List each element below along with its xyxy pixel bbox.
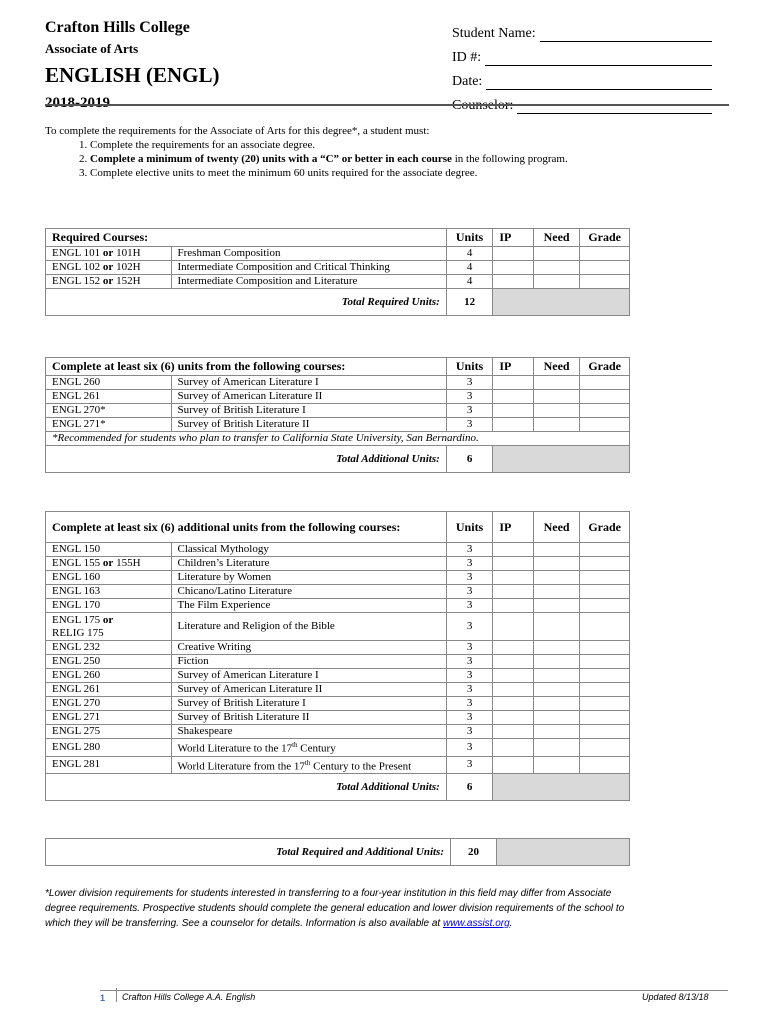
- table-row: [46, 543, 630, 557]
- table-row: [46, 275, 630, 289]
- transfer-note: *Recommended for students who plan to transfer to California State University, San Bernardino.: [46, 432, 630, 446]
- course-units: 3: [446, 711, 493, 725]
- course-units: 3: [446, 557, 493, 571]
- total-required-value: 12: [446, 289, 493, 316]
- course-code: ENGL 160: [46, 571, 172, 585]
- need-cell[interactable]: [533, 247, 580, 261]
- need-col-header: Need: [533, 358, 580, 376]
- course-code: ENGL 150: [46, 543, 172, 557]
- date-label: Date:: [452, 74, 483, 89]
- table-row: [46, 261, 630, 275]
- footer-updated: Updated 8/13/18: [642, 992, 709, 1002]
- course-units: 3: [446, 641, 493, 655]
- ip-cell[interactable]: [493, 683, 533, 697]
- table-row: [46, 376, 630, 390]
- grade-cell[interactable]: [580, 275, 630, 289]
- total-additional-value: 6: [446, 446, 493, 473]
- table-row: [46, 599, 630, 613]
- grade-col-header: Grade: [580, 358, 630, 376]
- ip-cell[interactable]: [493, 543, 533, 557]
- table-row: [46, 585, 630, 599]
- grade-cell[interactable]: [580, 613, 630, 641]
- course-title: Survey of British Literature II: [171, 418, 446, 432]
- course-units: 3: [446, 739, 493, 757]
- course-units: 3: [446, 585, 493, 599]
- course-title: Shakespeare: [171, 725, 446, 739]
- course-title: Survey of American Literature II: [171, 390, 446, 404]
- additional-courses-table-2: [45, 511, 630, 801]
- transfer-footnote: [45, 886, 635, 931]
- ip-cell[interactable]: [493, 725, 533, 739]
- course-code: ENGL 232: [46, 641, 172, 655]
- ip-cell[interactable]: [493, 739, 533, 757]
- course-code: ENGL 102 or 102H: [46, 261, 172, 275]
- need-cell[interactable]: [533, 599, 580, 613]
- grade-cell[interactable]: [580, 404, 630, 418]
- course-units: 3: [446, 655, 493, 669]
- grade-cell[interactable]: [580, 418, 630, 432]
- grade-cell[interactable]: [580, 683, 630, 697]
- need-cell[interactable]: [533, 418, 580, 432]
- student-name-blank[interactable]: [540, 28, 712, 42]
- total-additional2-value: 6: [446, 774, 493, 801]
- header-left: [45, 18, 425, 113]
- course-title: Intermediate Composition and Literature: [171, 275, 446, 289]
- grade-cell[interactable]: [580, 655, 630, 669]
- course-code: ENGL 261: [46, 390, 172, 404]
- need-cell[interactable]: [533, 739, 580, 757]
- total-row: [46, 289, 630, 316]
- need-cell[interactable]: [533, 756, 580, 774]
- ip-cell[interactable]: [493, 585, 533, 599]
- ip-cell[interactable]: [493, 261, 533, 275]
- course-title: World Literature to the 17th Century: [171, 739, 446, 757]
- ip-cell[interactable]: [493, 641, 533, 655]
- course-units: 3: [446, 376, 493, 390]
- footnote-end: .: [509, 918, 513, 929]
- course-units: 3: [446, 683, 493, 697]
- course-title: Survey of British Literature I: [171, 404, 446, 418]
- course-units: 3: [446, 599, 493, 613]
- additional-heading: Complete at least six (6) units from the following courses:: [46, 358, 447, 376]
- counselor-blank[interactable]: [517, 100, 712, 114]
- grade-cell[interactable]: [580, 543, 630, 557]
- date-blank[interactable]: [486, 76, 712, 90]
- course-title: Literature and Religion of the Bible: [171, 613, 446, 641]
- course-title: Survey of British Literature II: [171, 711, 446, 725]
- grand-total-value: 20: [451, 839, 497, 866]
- need-cell[interactable]: [533, 585, 580, 599]
- course-code: ENGL 155 or 155H: [46, 557, 172, 571]
- assist-link[interactable]: www.assist.org: [442, 918, 510, 929]
- ip-cell[interactable]: [493, 613, 533, 641]
- need-cell[interactable]: [533, 275, 580, 289]
- need-cell[interactable]: [533, 390, 580, 404]
- need-cell[interactable]: [533, 711, 580, 725]
- ip-cell[interactable]: [493, 669, 533, 683]
- id-label: ID #:: [452, 50, 482, 65]
- total-additional-label: Total Additional Units:: [46, 446, 447, 473]
- table-row: [46, 557, 630, 571]
- course-code: ENGL 163: [46, 585, 172, 599]
- shaded-cell: [493, 289, 630, 316]
- need-cell[interactable]: [533, 655, 580, 669]
- need-cell[interactable]: [533, 697, 580, 711]
- student-info-fields: [452, 18, 712, 114]
- header-divider: [45, 104, 729, 106]
- student-name-label: Student Name:: [452, 26, 536, 41]
- id-field[interactable]: [452, 42, 712, 66]
- course-title: Survey of American Literature II: [171, 683, 446, 697]
- grade-cell[interactable]: [580, 585, 630, 599]
- course-units: 3: [446, 418, 493, 432]
- intro-requirements: [45, 124, 735, 180]
- table-header-row: [46, 512, 630, 543]
- course-title: Fiction: [171, 655, 446, 669]
- table-row: [46, 739, 630, 757]
- table-row: [46, 641, 630, 655]
- need-cell[interactable]: [533, 376, 580, 390]
- course-code: ENGL 261: [46, 683, 172, 697]
- footnote-text: *Lower division requirements for students interested in transferring to a four-year institution in this field may differ from Associate degree requirements. Prospective students should complete the general education and lower division requirements of the school to which they will be transferring. See a counselor for details. Information is also available at: [45, 888, 625, 929]
- course-title: Classical Mythology: [171, 543, 446, 557]
- course-code: ENGL 101 or 101H: [46, 247, 172, 261]
- table-header-row: [46, 358, 630, 376]
- course-title: Survey of American Literature I: [171, 376, 446, 390]
- table-row: [46, 725, 630, 739]
- grade-cell[interactable]: [580, 669, 630, 683]
- course-units: 3: [446, 756, 493, 774]
- course-title: Freshman Composition: [171, 247, 446, 261]
- need-col-header: Need: [533, 229, 580, 247]
- footer-divider: [100, 990, 728, 991]
- grade-cell[interactable]: [580, 641, 630, 655]
- intro-list: [45, 138, 735, 180]
- course-title: Chicano/Latino Literature: [171, 585, 446, 599]
- footer-separator: [116, 988, 117, 1002]
- ip-cell[interactable]: [493, 390, 533, 404]
- shaded-cell: [493, 774, 630, 801]
- ip-cell[interactable]: [493, 599, 533, 613]
- grade-cell[interactable]: [580, 261, 630, 275]
- course-code: ENGL 271: [46, 711, 172, 725]
- grade-cell[interactable]: [580, 247, 630, 261]
- grade-cell[interactable]: [580, 739, 630, 757]
- total-additional2-label: Total Additional Units:: [46, 774, 447, 801]
- need-cell[interactable]: [533, 683, 580, 697]
- grade-cell[interactable]: [580, 599, 630, 613]
- course-units: 3: [446, 543, 493, 557]
- course-title: Intermediate Composition and Critical Thinking: [171, 261, 446, 275]
- course-code: ENGL 152 or 152H: [46, 275, 172, 289]
- total-row: [46, 774, 630, 801]
- table-row: [46, 655, 630, 669]
- major-title: ENGLISH (ENGL): [45, 63, 220, 87]
- page-number: 1: [100, 993, 106, 1003]
- course-title: World Literature from the 17th Century to the Present: [171, 756, 446, 774]
- ip-cell[interactable]: [493, 247, 533, 261]
- total-required-label: Total Required Units:: [46, 289, 447, 316]
- course-units: 4: [446, 275, 493, 289]
- course-title: Literature by Women: [171, 571, 446, 585]
- ip-cell[interactable]: [493, 697, 533, 711]
- grade-col-header: Grade: [580, 512, 630, 543]
- course-units: 3: [446, 613, 493, 641]
- course-title: Children’s Literature: [171, 557, 446, 571]
- course-title: Survey of American Literature I: [171, 669, 446, 683]
- need-cell[interactable]: [533, 613, 580, 641]
- grade-cell[interactable]: [580, 571, 630, 585]
- ip-cell[interactable]: [493, 557, 533, 571]
- additional-courses-table: [45, 357, 630, 473]
- table-row: [46, 613, 630, 641]
- grade-cell[interactable]: [580, 390, 630, 404]
- ip-col-header: IP: [493, 358, 533, 376]
- note-row: [46, 432, 630, 446]
- table-row: [46, 571, 630, 585]
- course-code: ENGL 175 or RELIG 175: [46, 613, 172, 641]
- ip-cell[interactable]: [493, 756, 533, 774]
- required-heading: Required Courses:: [46, 229, 447, 247]
- units-col-header: Units: [446, 512, 493, 543]
- course-code: ENGL 280: [46, 739, 172, 757]
- grand-total-table: [45, 838, 630, 866]
- additional2-heading: Complete at least six (6) additional units from the following courses:: [46, 512, 447, 543]
- ip-cell[interactable]: [493, 418, 533, 432]
- course-code: ENGL 270: [46, 697, 172, 711]
- grade-cell[interactable]: [580, 376, 630, 390]
- id-blank[interactable]: [485, 52, 712, 66]
- ip-cell[interactable]: [493, 655, 533, 669]
- ip-cell[interactable]: [493, 404, 533, 418]
- grade-cell[interactable]: [580, 557, 630, 571]
- need-cell[interactable]: [533, 404, 580, 418]
- course-units: 3: [446, 390, 493, 404]
- table-row: [46, 756, 630, 774]
- grand-total-label: Total Required and Additional Units:: [46, 839, 451, 866]
- course-title: Survey of British Literature I: [171, 697, 446, 711]
- course-code: ENGL 271*: [46, 418, 172, 432]
- table-row: [46, 669, 630, 683]
- course-units: 4: [446, 247, 493, 261]
- need-cell[interactable]: [533, 571, 580, 585]
- grade-cell[interactable]: [580, 711, 630, 725]
- intro-item-2-bold: Complete a minimum of twenty (20) units with a “C” or better in each course: [90, 153, 452, 165]
- ip-cell[interactable]: [493, 376, 533, 390]
- grade-cell[interactable]: [580, 756, 630, 774]
- ip-cell[interactable]: [493, 275, 533, 289]
- need-cell[interactable]: [533, 557, 580, 571]
- table-row: [46, 711, 630, 725]
- course-units: 4: [446, 261, 493, 275]
- counselor-field[interactable]: [452, 90, 712, 114]
- course-code: ENGL 260: [46, 376, 172, 390]
- course-code: ENGL 260: [46, 669, 172, 683]
- catalog-year: 2018-2019: [45, 95, 110, 111]
- grade-col-header: Grade: [580, 229, 630, 247]
- table-header-row: [46, 229, 630, 247]
- course-title: Creative Writing: [171, 641, 446, 655]
- course-code: ENGL 170: [46, 599, 172, 613]
- table-row: [46, 418, 630, 432]
- course-title: The Film Experience: [171, 599, 446, 613]
- course-code: ENGL 275: [46, 725, 172, 739]
- intro-item-1: 1. Complete the requirements for an associate degree.: [90, 138, 735, 152]
- ip-cell[interactable]: [493, 711, 533, 725]
- course-units: 3: [446, 669, 493, 683]
- ip-col-header: IP: [493, 512, 533, 543]
- units-col-header: Units: [446, 358, 493, 376]
- grade-cell[interactable]: [580, 697, 630, 711]
- date-field[interactable]: [452, 66, 712, 90]
- degree-type: Associate of Arts: [45, 41, 139, 56]
- course-units: 3: [446, 725, 493, 739]
- course-code: ENGL 270*: [46, 404, 172, 418]
- course-units: 3: [446, 697, 493, 711]
- shaded-cell: [493, 446, 630, 473]
- table-row: [46, 697, 630, 711]
- table-row: [46, 683, 630, 697]
- total-row: [46, 446, 630, 473]
- course-code: ENGL 281: [46, 756, 172, 774]
- course-units: 3: [446, 571, 493, 585]
- required-courses-table: [45, 228, 630, 316]
- need-cell[interactable]: [533, 725, 580, 739]
- course-code: ENGL 250: [46, 655, 172, 669]
- table-row: [46, 247, 630, 261]
- table-row: [46, 390, 630, 404]
- ip-cell[interactable]: [493, 571, 533, 585]
- footer-title: Crafton Hills College A.A. English: [122, 992, 256, 1002]
- student-name-field[interactable]: [452, 18, 712, 42]
- college-name: Crafton Hills College: [45, 19, 190, 36]
- course-units: 3: [446, 404, 493, 418]
- units-col-header: Units: [446, 229, 493, 247]
- intro-item-2-rest: in the following program.: [451, 153, 568, 165]
- table-row: [46, 404, 630, 418]
- total-row: [46, 839, 630, 866]
- need-cell[interactable]: [533, 261, 580, 275]
- ip-col-header: IP: [493, 229, 533, 247]
- need-cell[interactable]: [533, 543, 580, 557]
- intro-item-3: 3. Complete elective units to meet the minimum 60 units required for the associate degree.: [90, 166, 735, 180]
- shaded-cell: [497, 839, 630, 866]
- grade-cell[interactable]: [580, 725, 630, 739]
- need-cell[interactable]: [533, 641, 580, 655]
- intro-item-2: [90, 152, 735, 166]
- need-col-header: Need: [533, 512, 580, 543]
- need-cell[interactable]: [533, 669, 580, 683]
- counselor-label: Counselor:: [452, 98, 514, 113]
- intro-lead: To complete the requirements for the Associate of Arts for this degree*, a student must:: [45, 125, 430, 137]
